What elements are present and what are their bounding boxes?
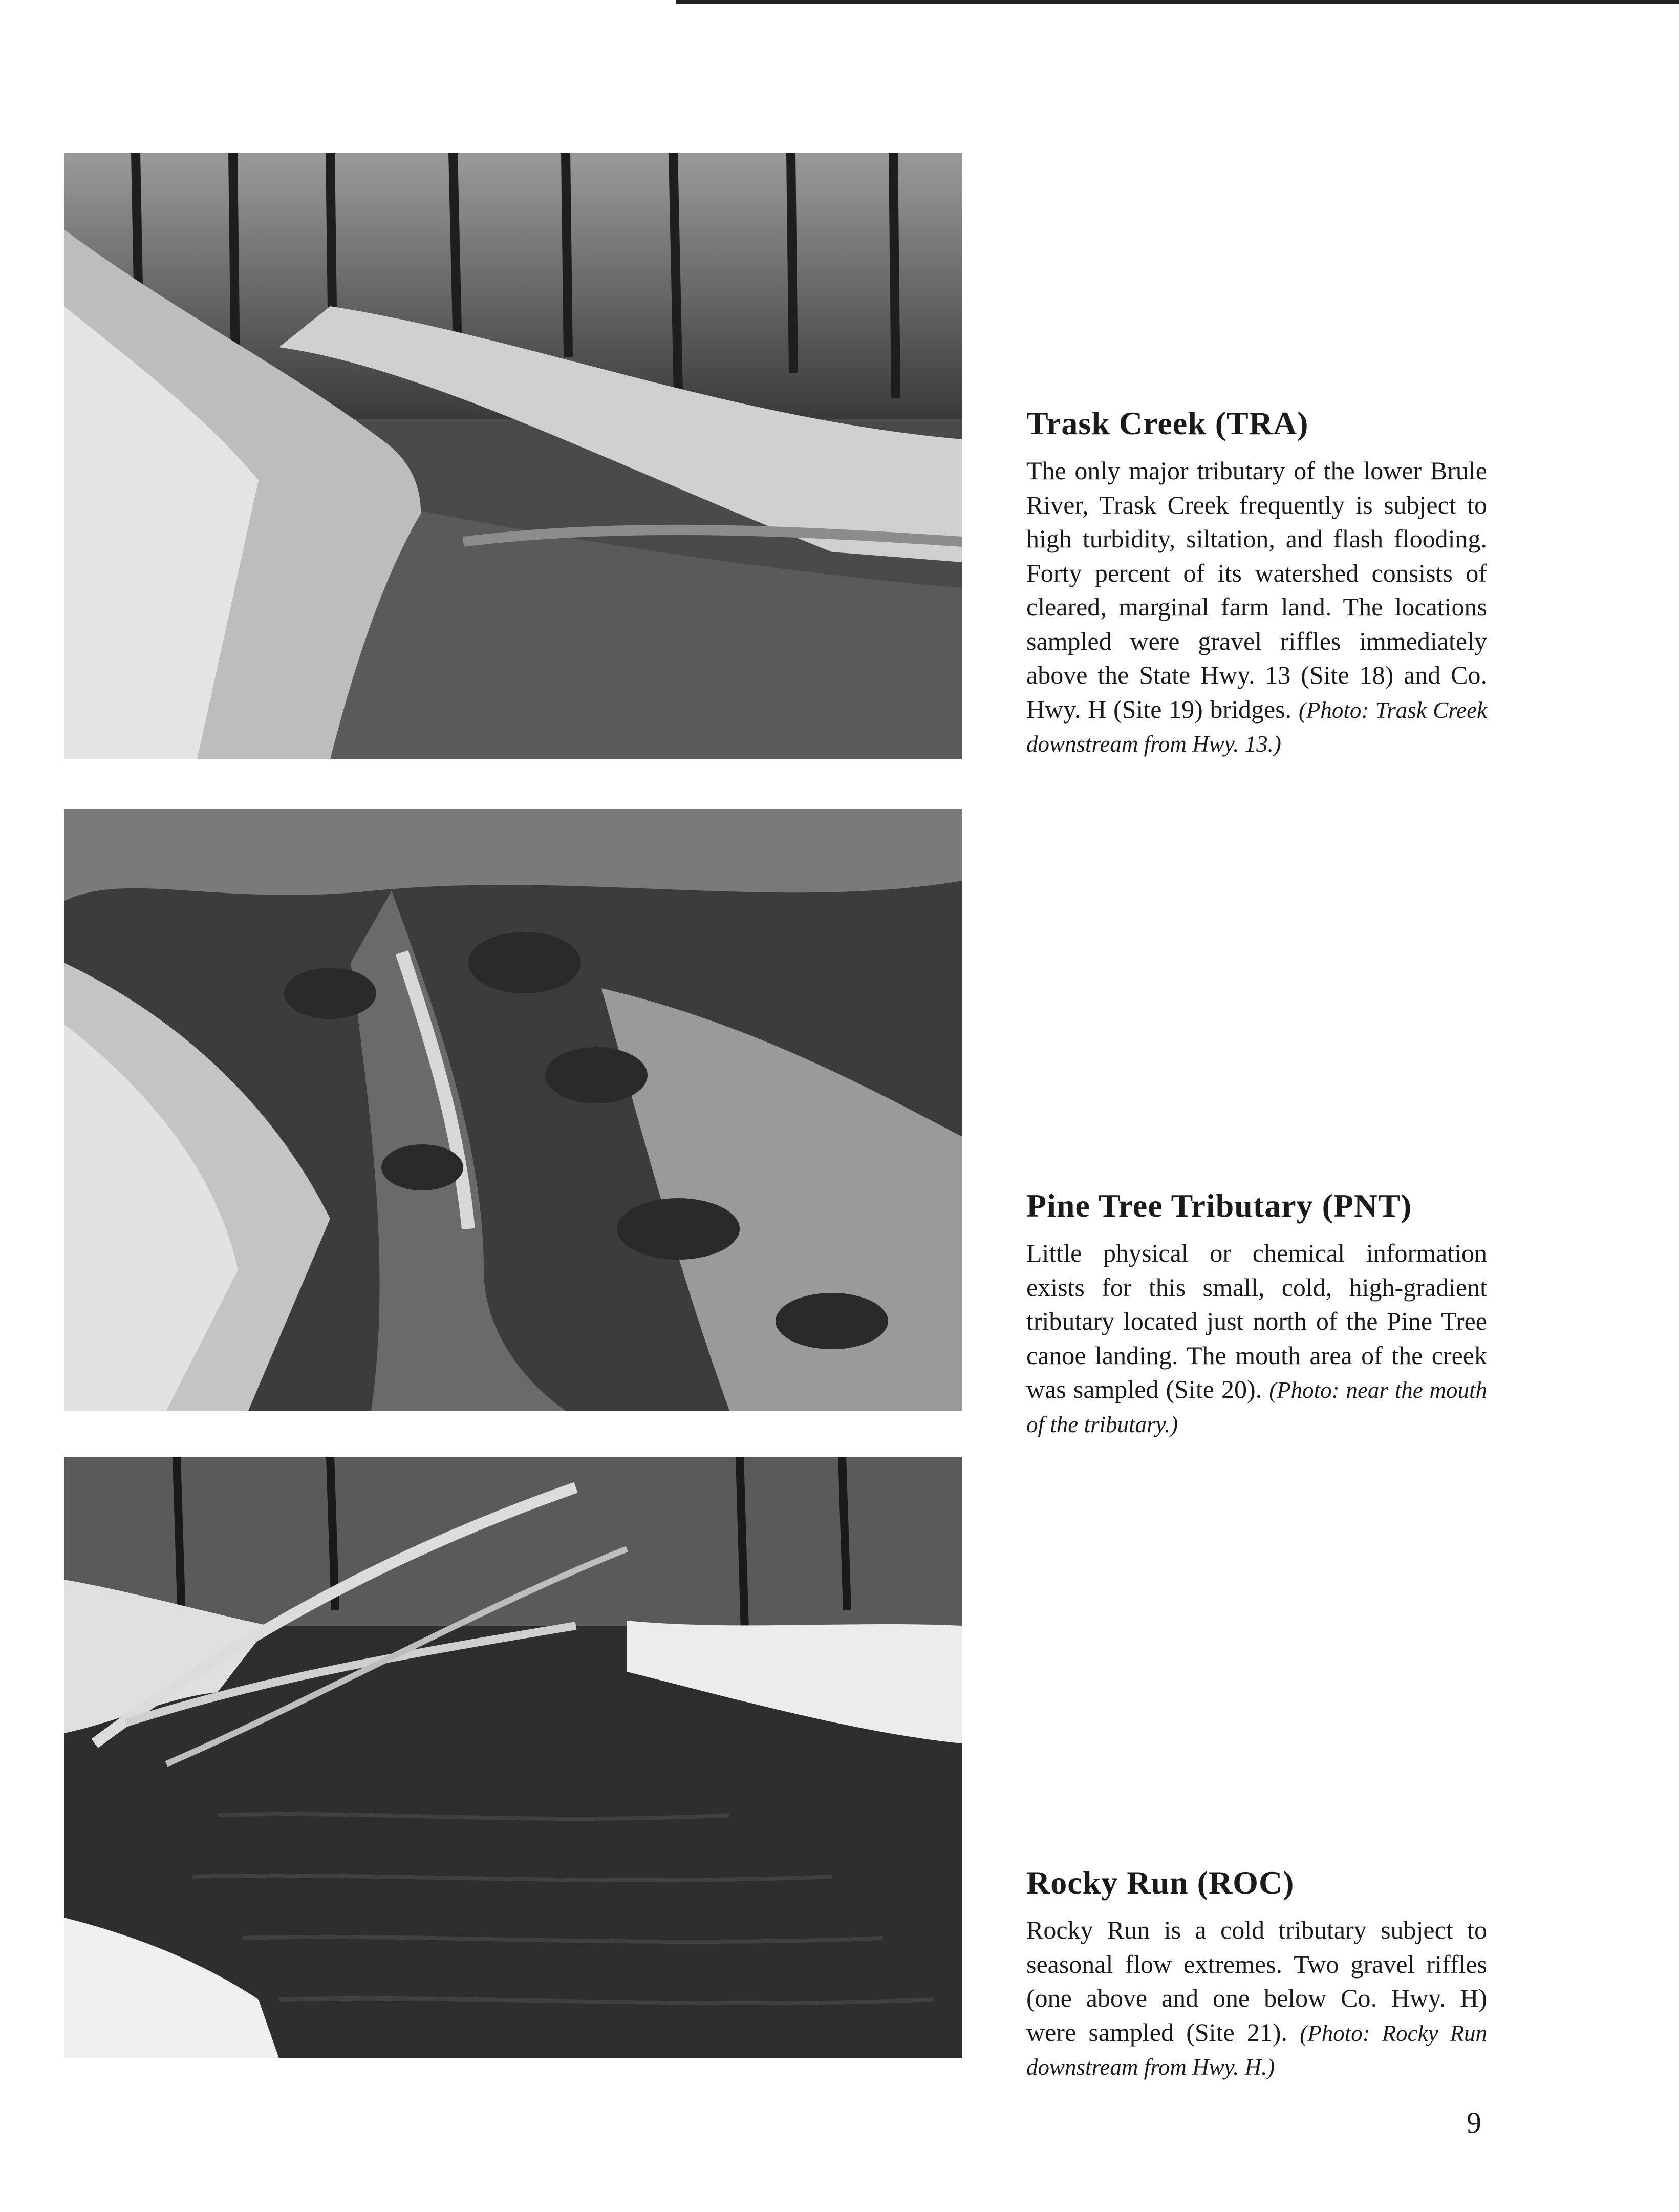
section-body	[1026, 1913, 1487, 2083]
photo-credit: (Photo: Rocky Run downstream from Hwy. H.)	[1026, 2020, 1488, 2080]
section-body	[1026, 454, 1487, 760]
rocky-run-photo	[64, 1457, 962, 2058]
page-number: 9	[1467, 2106, 1481, 2139]
body-text: Little physical or chemical information exists for this small, cold, high-gradient tributary located just north of the Pine Tree canoe landing. The mouth area of the creek was sampled (Site 20).	[1026, 1239, 1487, 1403]
trask-creek-photo	[64, 153, 962, 759]
pine-tree-tributary-photo	[64, 809, 962, 1411]
photo-credit: (Photo: near the mouth of the tributary.)	[1026, 1377, 1488, 1437]
header-rule	[676, 0, 1679, 4]
body-text: The only major tributary of the lower Brule River, Trask Creek frequently is subject to high turbidity, siltation, and flash flooding. Forty percent of its watershed consists of cleared, marginal farm land. The locations sampled were gravel riffles immediately above the State Hwy. 13 (Site 18) and Co. Hwy. H (Site 19) bridges.	[1026, 456, 1487, 724]
body-text: Rocky Run is a cold tributary subject to seasonal flow extremes. Two gravel riffles (one above and one below Co. Hwy. H) were sampled (Site 21).	[1026, 1916, 1487, 2047]
trask-creek-section	[1026, 405, 1487, 760]
section-title: Trask Creek (TRA)	[1026, 405, 1309, 441]
section-body	[1026, 1236, 1487, 1440]
photo-credit: (Photo: Trask Creek downstream from Hwy. 13.)	[1026, 697, 1488, 757]
pine-tree-tributary-section	[1026, 1187, 1487, 1440]
section-title: Rocky Run (ROC)	[1026, 1864, 1295, 1901]
rocky-run-section	[1026, 1864, 1487, 2083]
section-title: Pine Tree Tributary (PNT)	[1026, 1187, 1412, 1224]
